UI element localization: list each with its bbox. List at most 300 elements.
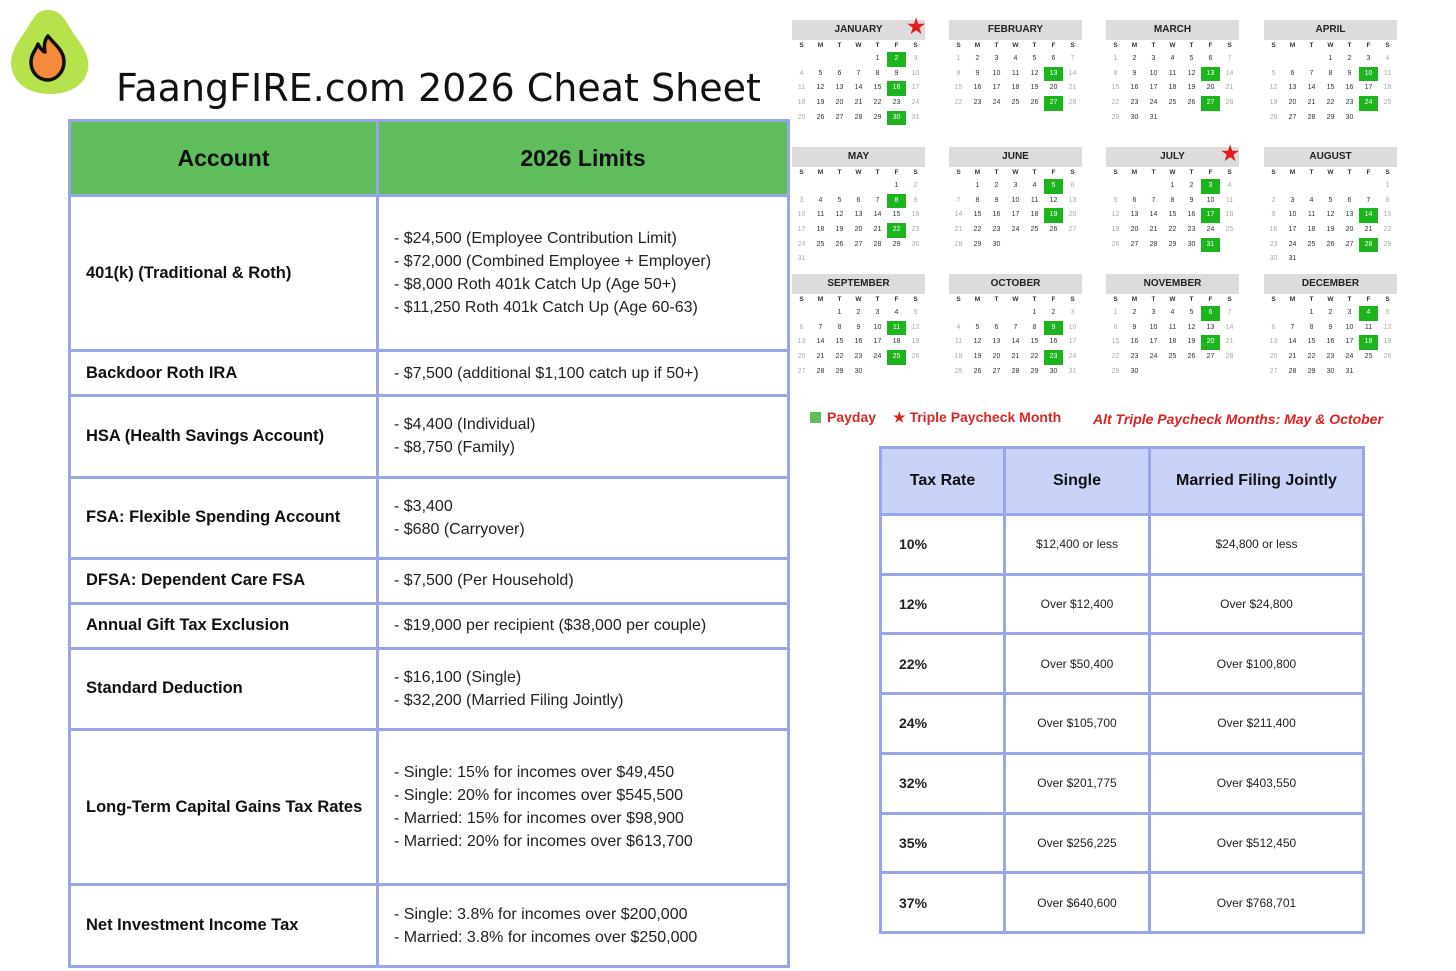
day-cell: 30 (911, 240, 920, 248)
calendar-week (1106, 179, 1239, 194)
day-cell: 14 (1068, 69, 1077, 77)
month-name (1264, 274, 1397, 294)
weekday-label: T (837, 42, 842, 49)
day-cell: 16 (1130, 84, 1139, 92)
weekday-label: T (875, 42, 880, 49)
empty-cell (830, 252, 849, 267)
day-cell: 8 (837, 323, 842, 331)
header-limits: 2026 Limits (378, 121, 789, 196)
day-cell: 6 (856, 196, 861, 204)
tax-brackets-table (879, 446, 1365, 934)
day-cell: 11 (1225, 196, 1234, 204)
month-calendar-january (792, 16, 925, 125)
day-cell: 22 (1168, 226, 1177, 234)
calendar-week (949, 67, 1082, 82)
calendar-week (949, 350, 1082, 365)
weekday-label: F (894, 42, 899, 49)
calendar-week (1106, 67, 1239, 82)
payday-cell: 17 (1201, 208, 1220, 223)
star-icon: ★ (893, 409, 906, 425)
tax-rate: 32% (881, 753, 1005, 813)
day-cell: 2 (1347, 55, 1352, 62)
day-cell: 4 (1032, 182, 1037, 189)
month-name (1106, 20, 1239, 40)
month-name-label: NOVEMBER (1143, 278, 1202, 289)
day-cell: 3 (1290, 196, 1295, 204)
day-cell: 19 (973, 353, 982, 361)
day-cell: 18 (892, 338, 901, 346)
account-name: DFSA: Dependent Care FSA (70, 559, 378, 604)
single-threshold: Over $201,775 (1005, 753, 1150, 813)
table-row (70, 351, 789, 396)
day-cell: 25 (1030, 226, 1039, 234)
day-cell: 29 (892, 240, 901, 248)
calendar-week (792, 252, 925, 267)
day-cell: 20 (854, 226, 863, 234)
weekday-label: S (1070, 296, 1075, 303)
weekday-label: S (913, 42, 918, 49)
day-cell: 5 (1385, 309, 1390, 316)
month-name-label: OCTOBER (990, 278, 1041, 289)
day-cell: 15 (892, 211, 901, 219)
month-name (949, 274, 1082, 294)
empty-cell (1340, 252, 1359, 267)
account-name: Long-Term Capital Gains Tax Rates (70, 730, 378, 885)
header-single: Single (1005, 448, 1150, 515)
empty-cell (849, 52, 868, 67)
weekday-label: F (1366, 42, 1371, 49)
calendar-week (1264, 321, 1397, 336)
weekday-label: T (994, 42, 999, 49)
day-cell: 30 (992, 240, 1001, 248)
day-cell: 17 (1149, 84, 1158, 92)
day-cell: 8 (956, 69, 961, 77)
payday-cell: 30 (887, 111, 906, 126)
day-cell: 28 (873, 240, 882, 248)
calendar-week (1106, 52, 1239, 67)
day-cell: 14 (1011, 338, 1020, 346)
empty-cell (1359, 179, 1378, 194)
limit-values (378, 885, 789, 967)
day-cell: 22 (1326, 99, 1335, 107)
day-cell: 12 (911, 323, 920, 331)
day-cell: 14 (1288, 338, 1297, 346)
month-name (792, 274, 925, 294)
empty-cell (1378, 111, 1397, 126)
day-cell: 20 (1130, 226, 1139, 234)
day-cell: 16 (1187, 211, 1196, 219)
weekday-label: T (1347, 42, 1352, 49)
day-cell: 16 (1269, 226, 1278, 234)
weekday-label: F (1208, 169, 1213, 176)
weekday-header (792, 294, 925, 306)
weekday-label: W (1169, 169, 1176, 176)
payday-cell: 27 (1201, 96, 1220, 111)
day-cell: 30 (1345, 113, 1354, 121)
day-cell: 11 (1364, 323, 1373, 331)
empty-cell (830, 52, 849, 67)
day-cell: 23 (911, 226, 920, 234)
day-cell: 26 (1326, 240, 1335, 248)
day-cell: 2 (1132, 309, 1137, 316)
limit-line: - $4,400 (Individual) (394, 416, 536, 434)
weekday-label: F (1051, 169, 1056, 176)
limit-values (378, 477, 789, 559)
day-cell: 27 (1288, 113, 1297, 121)
day-cell: 7 (1151, 196, 1156, 204)
weekday-label: F (1366, 169, 1371, 176)
day-cell: 5 (1328, 196, 1333, 204)
weekday-label: S (799, 296, 804, 303)
day-cell: 10 (1011, 196, 1020, 204)
weekday-label: T (994, 296, 999, 303)
day-cell: 4 (799, 69, 804, 77)
day-cell: 21 (1225, 338, 1234, 346)
day-cell: 21 (1149, 226, 1158, 234)
limit-line: - $7,500 (additional $1,100 catch up if 50+) (394, 364, 699, 382)
day-cell: 31 (911, 113, 920, 121)
day-cell: 28 (1149, 240, 1158, 248)
day-cell: 12 (1111, 211, 1120, 219)
payday-cell: 31 (1201, 238, 1220, 253)
empty-cell (830, 179, 849, 194)
calendar-week (1106, 350, 1239, 365)
day-cell: 18 (797, 99, 806, 107)
day-cell: 17 (1345, 338, 1354, 346)
day-cell: 24 (911, 99, 920, 107)
day-cell: 20 (835, 99, 844, 107)
single-threshold: Over $12,400 (1005, 574, 1150, 634)
day-cell: 1 (1113, 309, 1118, 316)
day-cell: 19 (1326, 226, 1335, 234)
day-cell: 26 (973, 367, 982, 375)
day-cell: 4 (894, 309, 899, 316)
day-cell: 9 (856, 323, 861, 331)
day-cell: 4 (1170, 309, 1175, 316)
month-calendar-september (792, 274, 925, 379)
weekday-label: S (1227, 296, 1232, 303)
day-cell: 26 (1269, 113, 1278, 121)
calendar-week (792, 111, 925, 126)
empty-cell (811, 306, 830, 321)
day-cell: 7 (875, 196, 880, 204)
day-cell: 21 (1068, 84, 1077, 92)
day-cell: 6 (1208, 55, 1213, 62)
day-cell: 25 (1307, 240, 1316, 248)
day-cell: 16 (992, 211, 1001, 219)
day-cell: 15 (1030, 338, 1039, 346)
day-cell: 2 (1189, 182, 1194, 189)
day-cell: 10 (911, 69, 920, 77)
month-calendar-march (1106, 20, 1239, 125)
weekday-label: F (1051, 42, 1056, 49)
day-cell: 27 (1068, 226, 1077, 234)
married-threshold: Over $24,800 (1150, 574, 1364, 634)
day-cell: 3 (1151, 55, 1156, 62)
day-cell: 15 (1326, 84, 1335, 92)
day-cell: 23 (1326, 353, 1335, 361)
day-cell: 19 (1187, 84, 1196, 92)
limit-line: - Married: 3.8% for incomes over $250,000 (394, 928, 698, 946)
flame-in-avocado-logo (8, 6, 92, 94)
day-cell: 6 (837, 69, 842, 77)
calendar-week (1106, 194, 1239, 209)
day-cell: 20 (797, 353, 806, 361)
day-cell: 25 (1225, 226, 1234, 234)
day-cell: 16 (1130, 338, 1139, 346)
contribution-limits-table (68, 119, 790, 968)
day-cell: 20 (1288, 99, 1297, 107)
empty-cell (1220, 238, 1239, 253)
day-cell: 25 (797, 113, 806, 121)
day-cell: 11 (816, 211, 825, 219)
day-cell: 4 (1227, 182, 1232, 189)
limit-line: - $8,750 (Family) (394, 439, 515, 457)
empty-cell (1201, 365, 1220, 380)
day-cell: 5 (1113, 196, 1118, 204)
day-cell: 12 (835, 211, 844, 219)
table-row (70, 603, 789, 648)
account-name: Backdoor Roth IRA (70, 351, 378, 396)
day-cell: 28 (1225, 99, 1234, 107)
legend-triple-paycheck (893, 409, 1061, 426)
weekday-label: M (1131, 42, 1138, 49)
table-row (881, 574, 1364, 634)
month-name (1264, 147, 1397, 167)
day-cell: 15 (1111, 84, 1120, 92)
day-cell: 14 (954, 211, 963, 219)
day-cell: 13 (797, 338, 806, 346)
day-cell: 23 (1130, 353, 1139, 361)
payday-cell: 22 (887, 223, 906, 238)
day-cell: 24 (1288, 240, 1297, 248)
day-cell: 26 (1049, 226, 1058, 234)
day-cell: 29 (1111, 367, 1120, 375)
day-cell: 23 (892, 99, 901, 107)
day-cell: 2 (856, 309, 861, 316)
day-cell: 28 (1288, 367, 1297, 375)
tax-rate: 10% (881, 515, 1005, 575)
weekday-label: M (974, 169, 981, 176)
calendar-week (1264, 252, 1397, 267)
limit-values (378, 395, 789, 477)
day-cell: 24 (873, 353, 882, 361)
month-calendar-june (949, 147, 1082, 252)
weekday-label: W (855, 42, 862, 49)
day-cell: 29 (873, 113, 882, 121)
empty-cell (1283, 179, 1302, 194)
month-name-label: APRIL (1315, 24, 1346, 35)
weekday-label: S (1113, 296, 1118, 303)
day-cell: 6 (799, 323, 804, 331)
day-cell: 1 (1385, 182, 1390, 189)
day-cell: 25 (1168, 353, 1177, 361)
legend-triple-label: Triple Paycheck Month (909, 409, 1062, 425)
month-name-label: JANUARY (834, 24, 883, 35)
empty-cell (987, 306, 1006, 321)
day-cell: 26 (1111, 240, 1120, 248)
limit-line: - Married: 20% for incomes over $613,700 (394, 833, 693, 851)
day-cell: 21 (1288, 353, 1297, 361)
day-cell: 23 (1187, 226, 1196, 234)
limit-line: - $24,500 (Employee Contribution Limit) (394, 230, 677, 248)
day-cell: 23 (973, 99, 982, 107)
day-cell: 11 (1168, 323, 1177, 331)
empty-cell (1302, 252, 1321, 267)
day-cell: 25 (816, 240, 825, 248)
calendar-week (1106, 111, 1239, 126)
day-cell: 13 (854, 211, 863, 219)
empty-cell (1378, 252, 1397, 267)
day-cell: 10 (1149, 323, 1158, 331)
day-cell: 15 (954, 84, 963, 92)
day-cell: 1 (956, 55, 961, 62)
empty-cell (949, 306, 968, 321)
day-cell: 2 (1328, 309, 1333, 316)
day-cell: 14 (1225, 323, 1234, 331)
weekday-label: F (1208, 42, 1213, 49)
month-calendar-august (1264, 147, 1397, 267)
weekday-label: S (1070, 42, 1075, 49)
calendar-week (1106, 223, 1239, 238)
day-cell: 26 (1187, 99, 1196, 107)
empty-cell (1359, 365, 1378, 380)
weekday-label: T (1032, 169, 1037, 176)
day-cell: 7 (1309, 69, 1314, 77)
weekday-label: T (1347, 296, 1352, 303)
header-tax-rate: Tax Rate (881, 448, 1005, 515)
weekday-label: T (1032, 42, 1037, 49)
empty-cell (1302, 52, 1321, 67)
day-cell: 15 (1307, 338, 1316, 346)
day-cell: 13 (835, 84, 844, 92)
day-cell: 27 (1345, 240, 1354, 248)
day-cell: 7 (1290, 323, 1295, 331)
empty-cell (906, 252, 925, 267)
empty-cell (1359, 111, 1378, 126)
day-cell: 25 (1383, 99, 1392, 107)
day-cell: 2 (994, 182, 999, 189)
day-cell: 13 (1068, 196, 1077, 204)
day-cell: 5 (1189, 309, 1194, 316)
day-cell: 26 (1187, 353, 1196, 361)
weekday-header (1106, 294, 1239, 306)
day-cell: 6 (1271, 323, 1276, 331)
day-cell: 7 (1366, 196, 1371, 204)
weekday-label: S (1271, 42, 1276, 49)
calendar-week (792, 194, 925, 209)
calendar-week (792, 208, 925, 223)
day-cell: 15 (835, 338, 844, 346)
single-threshold: Over $50,400 (1005, 634, 1150, 694)
day-cell: 10 (1149, 69, 1158, 77)
limit-line: - $8,000 Roth 401k Catch Up (Age 50+) (394, 276, 677, 294)
calendar-week (949, 238, 1082, 253)
day-cell: 16 (1326, 338, 1335, 346)
empty-cell (1163, 365, 1182, 380)
empty-cell (1220, 365, 1239, 380)
empty-cell (868, 179, 887, 194)
limit-line: - Married: 15% for incomes over $98,900 (394, 810, 684, 828)
calendar-week (792, 365, 925, 380)
weekday-label: S (956, 169, 961, 176)
day-cell: 7 (1227, 55, 1232, 62)
payday-cell: 9 (1044, 321, 1063, 336)
day-cell: 11 (1011, 69, 1020, 77)
day-cell: 15 (1111, 338, 1120, 346)
table-row (70, 395, 789, 477)
day-cell: 21 (1307, 99, 1316, 107)
day-cell: 8 (1113, 69, 1118, 77)
day-cell: 13 (992, 338, 1001, 346)
weekday-label: T (875, 296, 880, 303)
month-name-label: FEBRUARY (987, 24, 1044, 35)
limit-line: - $11,250 Roth 401k Catch Up (Age 60-63) (394, 299, 698, 317)
day-cell: 18 (1307, 226, 1316, 234)
weekday-label: T (1151, 169, 1156, 176)
weekday-header (1264, 167, 1397, 179)
day-cell: 1 (1170, 182, 1175, 189)
day-cell: 10 (1345, 323, 1354, 331)
day-cell: 3 (875, 309, 880, 316)
table-row (881, 634, 1364, 694)
month-name (1106, 274, 1239, 294)
day-cell: 31 (1345, 367, 1354, 375)
payday-cell: 18 (1359, 335, 1378, 350)
empty-cell (849, 252, 868, 267)
day-cell: 28 (1068, 99, 1077, 107)
day-cell: 17 (1011, 211, 1020, 219)
day-cell: 22 (1383, 226, 1392, 234)
day-cell: 23 (1345, 99, 1354, 107)
day-cell: 23 (992, 226, 1001, 234)
day-cell: 28 (954, 240, 963, 248)
empty-cell (1006, 306, 1025, 321)
weekday-label: S (1227, 169, 1232, 176)
day-cell: 27 (1269, 367, 1278, 375)
calendar-week (949, 81, 1082, 96)
calendar-week (1264, 306, 1397, 321)
empty-cell (1044, 238, 1063, 253)
day-cell: 24 (1206, 226, 1215, 234)
day-cell: 11 (1168, 69, 1177, 77)
day-cell: 22 (973, 226, 982, 234)
weekday-label: S (913, 169, 918, 176)
weekday-header (949, 40, 1082, 52)
limit-values (378, 730, 789, 885)
day-cell: 3 (1151, 309, 1156, 316)
weekday-header (1264, 294, 1397, 306)
day-cell: 26 (1030, 99, 1039, 107)
day-cell: 8 (975, 196, 980, 204)
payday-cell: 16 (887, 81, 906, 96)
calendar-week (1264, 52, 1397, 67)
empty-cell (1264, 179, 1283, 194)
calendar-week (949, 321, 1082, 336)
day-cell: 7 (1013, 323, 1018, 331)
day-cell: 18 (1030, 211, 1039, 219)
single-threshold: Over $256,225 (1005, 813, 1150, 873)
day-cell: 14 (1225, 69, 1234, 77)
calendar-week (1106, 365, 1239, 380)
calendar-week (1264, 208, 1397, 223)
weekday-label: T (1309, 42, 1314, 49)
table-row (881, 753, 1364, 813)
day-cell: 27 (797, 367, 806, 375)
day-cell: 5 (1189, 55, 1194, 62)
day-cell: 3 (1070, 309, 1075, 316)
day-cell: 25 (954, 367, 963, 375)
